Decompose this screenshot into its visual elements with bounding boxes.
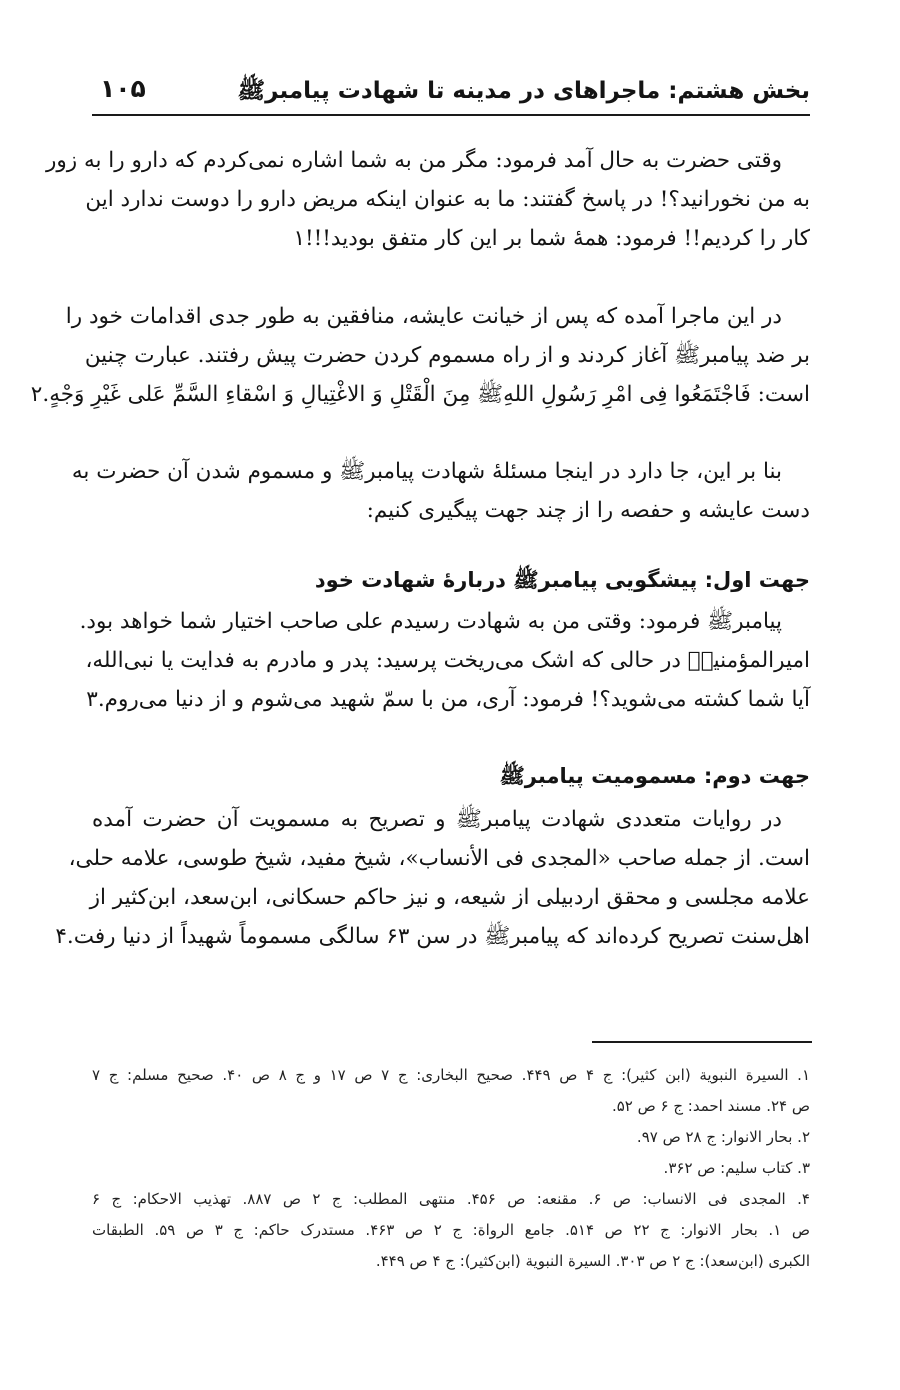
footnote-line: ۳. کتاب سلیم: ص ۳۶۲. — [663, 1159, 810, 1177]
paragraph-1 — [45, 141, 810, 258]
chapter-title: بخش هشتم: ماجراهای در مدینه تا شهادت پیامبرﷺ — [237, 78, 810, 104]
section-heading-2: جهت دوم: مسمومیت پیامبرﷺ — [499, 764, 810, 788]
paragraph-line: است: فَاجْتَمَعُوا فِی امْرِ رَسُولِ اللهِﷺ مِنَ الْقَتْلِ وَ الاغْتِیالِ وَ اسْقاءِ السَّمِّ عَلی غَیْرِ وَجْهٍ.۲ — [30, 382, 810, 407]
paragraph-line: دست عایشه و حفصه را از چند جهت پیگیری کنیم: — [366, 498, 810, 523]
page-number: ۱۰۵ — [100, 74, 146, 103]
paragraph-line: کار را کردیم!! فرمود: همۀ شما بر این کار متفق بودید!!!۱ — [293, 226, 810, 251]
paragraph-4 — [79, 602, 810, 719]
paragraph-5 — [55, 800, 810, 956]
paragraph-line: به من نخورانید؟! در پاسخ گفتند: ما به عنوان اینکه مریض دارو را دوست ندارد این — [85, 187, 810, 212]
footnotes — [92, 1060, 810, 1277]
paragraph-line: وقتی حضرت به حال آمد فرمود: مگر من به شما اشاره نمی‌کردم که دارو را به زور — [45, 148, 782, 173]
paragraph-line: بنا بر این، جا دارد در اینجا مسئلۀ شهادت پیامبرﷺ و مسموم شدن آن حضرت به — [71, 459, 782, 484]
running-header — [92, 62, 810, 116]
paragraph-line: امیرالمؤمنینؑ در حالی که اشک می‌ریخت پرسید: پدر و مادرم به فدایت یا نبی‌الله، — [85, 648, 810, 673]
footnote-line: ۲. بحار الانوار: ج ۲۸ ص ۹۷. — [636, 1128, 810, 1146]
footnote-line: ص ۲۴. مسند احمد: ج ۶ ص ۵۲. — [611, 1097, 810, 1115]
paragraph-line: بر ضد پیامبرﷺ آغاز کردند و از راه مسموم کردن حضرت پیش رفتند. عبارت چنین — [84, 343, 810, 368]
paragraph-2 — [30, 297, 810, 414]
footnote-line: ۱. السیرة النبویة (ابن کثیر): ج ۴ ص ۴۴۹. صحیح البخاری: ج ۷ ص ۱۷ و ج ۸ ص ۴۰. صحیح مسلم: ج ۷ — [92, 1066, 810, 1084]
section-heading-1: جهت اول: پیشگویی پیامبرﷺ دربارۀ شهادت خود — [314, 568, 810, 592]
paragraph-line: اهل‌سنت تصریح کرده‌اند که پیامبرﷺ در سن ۶۳ سالگی مسموماً شهیداً از دنیا رفت.۴ — [55, 924, 810, 949]
footnote-line: ص ۱. بحار الانوار: ج ۲۲ ص ۵۱۴. جامع الرواة: ج ۲ ص ۴۶۳. مستدرک حاکم: ج ۳ ص ۵۹. الطبقات — [92, 1221, 811, 1239]
footnote-line: ۴. المجدی فی الانساب: ص ۶. مقنعه: ص ۴۵۶. منتهی المطلب: ج ۲ ص ۸۸۷. تهذیب الاحکام: ج ۶ — [92, 1190, 810, 1208]
paragraph-line: در این ماجرا آمده که پس از خیانت عایشه، منافقین به طور جدی اقدامات خود را — [65, 304, 782, 329]
footnote-line: الکبری (ابن‌سعد): ج ۲ ص ۳۰۳. السیرة النبویة (ابن‌کثیر): ج ۴ ص ۴۴۹. — [375, 1252, 810, 1270]
paragraph-line: آیا شما کشته می‌شوید؟! فرمود: آری، من با سمّ شهید می‌شوم و از دنیا می‌روم.۳ — [86, 687, 810, 712]
paragraph-line: است. از جمله صاحب «المجدی فی الأنساب»، شیخ مفید، شیخ طوسی، علامه حلی، — [68, 846, 810, 871]
paragraph-line: پیامبرﷺ فرمود: وقتی من به شهادت رسیدم علی صاحب اختیار شما خواهد بود. — [79, 609, 782, 634]
paragraph-3 — [71, 452, 810, 530]
paragraph-line: در روایات متعددی شهادت پیامبرﷺ و تصریح به مسمویت آن حضرت آمده — [92, 807, 782, 832]
footnote-divider — [592, 1041, 812, 1043]
paragraph-line: علامه مجلسی و محقق اردبیلی از شیعه، و نیز حاکم حسکانی، ابن‌سعد، ابن‌کثیر از — [89, 885, 810, 910]
